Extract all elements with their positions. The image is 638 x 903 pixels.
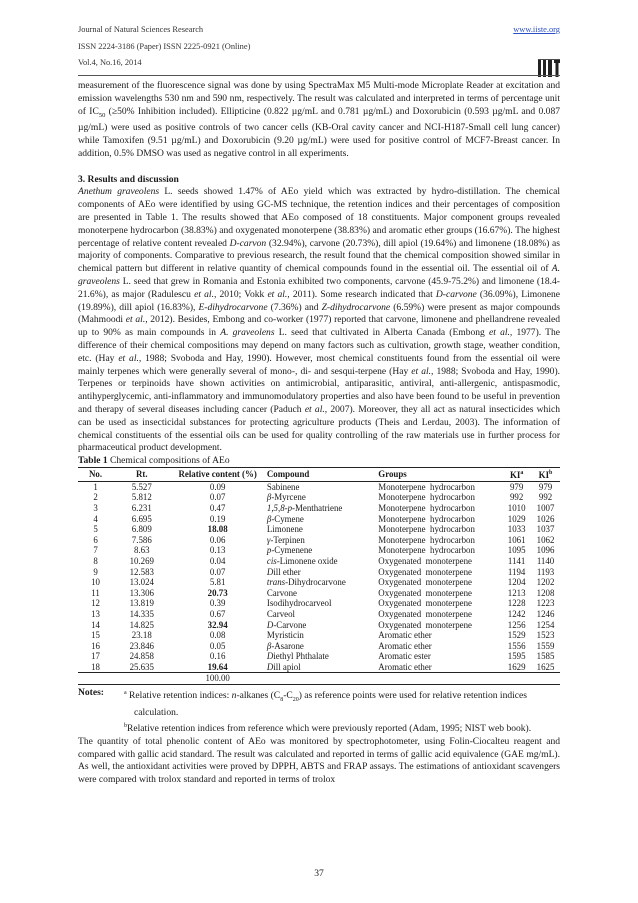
cell-compound: Isodihydrocarveol bbox=[266, 598, 332, 609]
table-row bbox=[78, 492, 560, 503]
note-b: $^b$Relative retention indices from reference which were previously reported (Adam, 1995; NIST web book). bbox=[124, 722, 532, 734]
cell-group: Oxygenated monoterpene bbox=[378, 619, 472, 630]
col-header-groups: Groups bbox=[376, 468, 502, 482]
cell-no: 2 bbox=[93, 492, 98, 503]
cell-rt: 13.819 bbox=[129, 598, 154, 609]
note-a: $^a$ Relative retention indices: n-alkanes $(C_8-C_{20})$ as reference points were used for relative retention indices calculation. bbox=[124, 690, 527, 718]
cell-compound: p-Cymenene bbox=[266, 545, 313, 556]
section-heading: 3. Results and discussion bbox=[78, 173, 179, 185]
cell-rt: 6.809 bbox=[131, 524, 152, 535]
cell-group: Oxygenated monoterpene bbox=[378, 587, 472, 598]
cell-group: Monoterpene hydrocarbon bbox=[378, 481, 475, 492]
col-header-relative-content: Relative content (%) bbox=[170, 468, 264, 482]
cell-ki-b: 1202 bbox=[536, 577, 555, 588]
col-header-ki-a: $KI^a$ bbox=[502, 468, 531, 482]
cell-compound: β-Cymene bbox=[266, 513, 304, 524]
header-rule bbox=[78, 75, 560, 76]
cell-ki-a: 1033 bbox=[507, 524, 526, 535]
cell-compound: Sabinene bbox=[266, 481, 300, 492]
cell-compound: D-Carvone bbox=[266, 619, 307, 630]
cell-no: 14 bbox=[91, 619, 100, 630]
cell-compound: β-Myrcene bbox=[266, 492, 306, 503]
cell-relative-content: 0.16 bbox=[209, 651, 226, 662]
cell-compound: Dill ether bbox=[266, 566, 301, 577]
cell-ki-a: 1256 bbox=[507, 619, 526, 630]
cell-relative-content: 5.81 bbox=[209, 577, 226, 588]
cell-rt: 23.18 bbox=[131, 630, 152, 641]
cell-ki-b: 1585 bbox=[536, 651, 555, 662]
paragraph-phenolic: The quantity of total phenolic content of AEo was monitored by spectrophotometer, using Folin-Ciocalteu reagent and compared with gallic acid standard. The result was calculated and reported in terms of gallic acid equivalence (GAE mg/mL). As well, the antioxidant activities were proved by DPPH, ABTS and FRAP assays. The estimations of antioxidant scavengers were compared with trolox standard and reported in terms of trolox bbox=[78, 735, 560, 786]
table-notes bbox=[78, 687, 560, 736]
cell-compound: γ-Terpinen bbox=[266, 534, 305, 545]
cell-compound: Dill apiol bbox=[265, 662, 376, 673]
cell-ki-a: 1228 bbox=[507, 598, 526, 609]
cell-ki-b: 992 bbox=[538, 492, 553, 503]
cell-compound: Carveol bbox=[266, 608, 295, 619]
table-total-row bbox=[78, 673, 560, 685]
cell-group: Oxygenated monoterpene bbox=[378, 598, 472, 609]
table-row bbox=[78, 630, 560, 641]
table-row bbox=[78, 481, 560, 492]
journal-name: Journal of Natural Sciences Research bbox=[78, 25, 204, 34]
cell-ki-a: 1095 bbox=[507, 545, 526, 556]
cell-compound: Myristicin bbox=[266, 630, 304, 641]
table-row bbox=[78, 577, 560, 588]
cell-compound: cis-Limonene oxide bbox=[266, 555, 338, 566]
cell-rt: 7.586 bbox=[131, 534, 152, 545]
cell-relative-content: 19.64 bbox=[170, 662, 264, 673]
cell-group: Aromatic ester bbox=[378, 651, 431, 662]
cell-ki-b: 1559 bbox=[536, 640, 555, 651]
cell-group: Oxygenated monoterpene bbox=[378, 608, 472, 619]
cell-relative-content: 0.06 bbox=[209, 534, 226, 545]
cell-ki-b: 1026 bbox=[536, 513, 555, 524]
cell-ki-a: 992 bbox=[509, 492, 524, 503]
cell-group: Oxygenated monoterpene bbox=[378, 566, 472, 577]
cell-group: Monoterpene hydrocarbon bbox=[378, 524, 475, 535]
cell-rt: 14.825 bbox=[129, 619, 154, 630]
cell-ki-a: 979 bbox=[509, 481, 524, 492]
cell-ki-a: 1556 bbox=[507, 640, 526, 651]
volume-line: Vol.4, No.16, 2014 bbox=[78, 58, 142, 67]
cell-ki-a: 1029 bbox=[507, 513, 526, 524]
notes-label: Notes: bbox=[78, 687, 104, 699]
cell-relative-content: 20.73 bbox=[207, 587, 228, 598]
table-header-row bbox=[78, 468, 560, 482]
cell-relative-content: 0.07 bbox=[209, 492, 226, 503]
table-row bbox=[78, 524, 560, 535]
table-row bbox=[78, 609, 560, 620]
page-number: 37 bbox=[314, 868, 324, 879]
cell-group: Oxygenated monoterpene bbox=[378, 555, 472, 566]
cell-rt: 8.63 bbox=[134, 545, 150, 556]
table-row bbox=[78, 567, 560, 578]
cell-ki-b: 1037 bbox=[536, 524, 555, 535]
cell-rt: 6.695 bbox=[131, 513, 152, 524]
cell-compound: trans-Dihydrocarvone bbox=[266, 577, 346, 588]
table-row bbox=[78, 514, 560, 525]
cell-no: 10 bbox=[91, 577, 100, 588]
cell-ki-b: 1007 bbox=[536, 502, 555, 513]
table-row bbox=[78, 545, 560, 556]
cell-group: Monoterpene hydrocarbon bbox=[378, 534, 475, 545]
paragraph-methods-end: measurement of the fluorescence signal was done by using SpectraMax M5 Multi-mode Microplate Reader at excitation and emission wavelengths 530 nm and 590 nm, respectively. The result was calculated and interpreted in terms of percentage unit of $IC_{50}$ (≥50% Inhibition included). Ellipticine (0.822 µg/mL and 0.781 µg/mL) and Doxorubicin (0.593 µg/mL and 0.087 µg/mL) were used as positive controls of two cancer cells (KB-Oral cavity cancer and NCI-H187-Small cell lung cancer) while Tamoxifen (9.51 µg/mL) and Doxorubicin (9.20 µg/mL) were used for positive control of MCF7-Breast cancer. In addition, 0.5% DMSO was used as negative control in all experiments. bbox=[78, 80, 561, 159]
cell-ki-a: 1141 bbox=[507, 555, 526, 566]
cell-ki-b: 1096 bbox=[536, 545, 555, 556]
running-header bbox=[78, 22, 560, 72]
paragraph-results: Anethum graveolens L. seeds showed 1.47% of AEo yield which was extracted by hydro-distillation. The chemical components of AEo were identified by using GC-MS technique, the retention indices and their percentages of composition are presented in Table 1. The results showed that AEo composed of 18 constituents. Major component groups revealed monoterpene hydrocarbon (38.83%) and oxygenated monoterpene (38.83%) and aromatic ether groups (16.67%). The highest percentage of relative content revealed D-carvon (32.94%), carvone (20.73%), dill apiol (19.64%) and limonene (18.08%) as majority of components. Comparative to previous research, the result found that the chemical composition showed similar in chemical pattern but different in relative quantity of chemical compounds found in the essential oil. The essential oil of A. graveolens L. seed that grew in Romania and Estonia exhibited two components, carvone (45.9-75.2%) and limonene (18.4-21.6%), as major (Radulescu et al., 2010; Vokk et al., 2011). Some research indicated that D-carvone (36.09%), Limonene (19.89%), dill apiol (16.83%), E-dihydrocarvone (7.36%) and Z-dihydrocarvone (6.59%) were present as major compounds (Mahmoodi et al., 2012). Besides, Embong and co-worker (1977) reported that carvone, limonene and phellandrene revealed up to 90% as main compounds in A. graveolens L. seed that cultivated in Alberta Canada (Embong et al., 1977). The difference of their chemical compositions may depend on many factors such as cultivation, growth stage, weather condition, etc. (Hay et al., 1988; Svoboda and Hay, 1990). However, most chemical constituents found from the essential oil were mainly terpenes which were generally several of mono-, di- and sesqui-terpene (Hay et al., 1988; Svoboda and Hay, 1990). Terpenes or terpinoids have shown activities on antimicrobial, antiparasitic, antiviral, anti-allergenic, antispasmodic, antihyperglycemic, anti-inflammatory and immunomodulatory properties and also have been found to be useful in prevention and therapy of several diseases including cancer (Paduch et al., 2007). Moreover, they all act as natural insecticides which can be used as insecticidal substances for protecting agriculture products (Theis and Lerdau, 2003). The information of chemical constituents of the essential oils can be used for quality controlling of the raw materials use in further process for pharmaceutical product development. bbox=[78, 186, 561, 454]
cell-ki-a: 1213 bbox=[507, 587, 526, 598]
cell-ki-a: 1010 bbox=[507, 502, 526, 513]
cell-ki-a: 1061 bbox=[507, 534, 526, 545]
cell-group: Aromatic ether bbox=[376, 662, 502, 673]
issn-line: ISSN 2224-3186 (Paper) ISSN 2225-0921 (Online) bbox=[78, 41, 251, 51]
cell-rt: 6.231 bbox=[131, 502, 152, 513]
cell-rt: 13.024 bbox=[129, 577, 154, 588]
cell-no: 7 bbox=[93, 545, 98, 556]
cell-no: 8 bbox=[93, 555, 98, 566]
cell-group: Monoterpene hydrocarbon bbox=[378, 513, 475, 524]
table-row bbox=[78, 651, 560, 662]
cell-rt: 24.858 bbox=[129, 651, 154, 662]
cell-ki-a: 1529 bbox=[507, 630, 526, 641]
cell-ki-a: 1204 bbox=[507, 577, 526, 588]
cell-rt: 25.635 bbox=[113, 662, 170, 673]
cell-compound: Diethyl Phthalate bbox=[266, 651, 329, 662]
cell-compound: 1,5,8-p-Menthatriene bbox=[266, 502, 343, 513]
cell-no: 4 bbox=[93, 513, 98, 524]
cell-no: 15 bbox=[91, 630, 100, 641]
table-caption: Table 1 Chemical compositions of AEo bbox=[78, 455, 230, 467]
table-row bbox=[78, 503, 560, 514]
cell-no: 18 bbox=[78, 662, 113, 673]
cell-ki-b: 1062 bbox=[536, 534, 555, 545]
cell-rt: 13.306 bbox=[129, 587, 154, 598]
cell-no: 12 bbox=[91, 598, 100, 609]
table-row bbox=[78, 556, 560, 567]
cell-ki-b: 1208 bbox=[536, 587, 555, 598]
cell-group: Monoterpene hydrocarbon bbox=[378, 502, 475, 513]
cell-compound: β-Asarone bbox=[266, 640, 304, 651]
cell-ki-b: 1523 bbox=[536, 630, 555, 641]
cell-ki-b: 1140 bbox=[536, 555, 555, 566]
cell-compound: Limonene bbox=[266, 524, 303, 535]
cell-relative-content: 18.08 bbox=[207, 524, 228, 535]
cell-total: 100.00 bbox=[170, 673, 264, 685]
cell-group: Aromatic ether bbox=[378, 630, 432, 641]
cell-relative-content: 0.08 bbox=[209, 630, 226, 641]
col-header-no: No. bbox=[78, 468, 113, 482]
table-row bbox=[78, 662, 560, 673]
cell-ki-b: 1625 bbox=[531, 662, 560, 673]
table-row bbox=[78, 588, 560, 599]
cell-group: Oxygenated monoterpene bbox=[378, 577, 472, 588]
body-content bbox=[78, 80, 560, 787]
cell-ki-b: 1193 bbox=[536, 566, 555, 577]
cell-relative-content: 0.07 bbox=[209, 566, 226, 577]
cell-rt: 10.269 bbox=[129, 555, 154, 566]
col-header-rt: Rt. bbox=[113, 468, 170, 482]
cell-ki-a: 1595 bbox=[507, 651, 526, 662]
cell-ki-a: 1242 bbox=[507, 608, 526, 619]
cell-no: 6 bbox=[93, 534, 98, 545]
cell-ki-b: 1254 bbox=[536, 619, 555, 630]
cell-relative-content: 0.09 bbox=[209, 481, 226, 492]
cell-ki-b: 1246 bbox=[536, 608, 555, 619]
col-header-compound: Compound bbox=[265, 468, 376, 482]
col-header-ki-b: $KI^b$ bbox=[531, 468, 560, 482]
cell-no: 5 bbox=[93, 524, 98, 535]
cell-ki-b: 1223 bbox=[536, 598, 555, 609]
cell-rt: 5.527 bbox=[131, 481, 152, 492]
table-row bbox=[78, 620, 560, 631]
cell-relative-content: 0.05 bbox=[209, 640, 226, 651]
table-row bbox=[78, 641, 560, 652]
cell-no: 11 bbox=[91, 587, 100, 598]
cell-relative-content: 32.94 bbox=[207, 619, 228, 630]
cell-relative-content: 0.39 bbox=[209, 598, 226, 609]
cell-relative-content: 0.67 bbox=[209, 608, 226, 619]
cell-no: 3 bbox=[93, 502, 98, 513]
cell-no: 9 bbox=[93, 566, 98, 577]
cell-ki-b: 979 bbox=[538, 481, 553, 492]
cell-no: 13 bbox=[91, 608, 100, 619]
cell-ki-a: 1194 bbox=[507, 566, 526, 577]
cell-group: Monoterpene hydrocarbon bbox=[378, 545, 475, 556]
cell-no: 1 bbox=[93, 481, 98, 492]
cell-relative-content: 0.04 bbox=[209, 555, 226, 566]
table-row bbox=[78, 535, 560, 546]
cell-rt: 14.335 bbox=[129, 608, 154, 619]
cell-rt: 5.812 bbox=[131, 492, 152, 503]
journal-url-link[interactable]: www.iiste.org bbox=[513, 25, 560, 34]
cell-group: Monoterpene hydrocarbon bbox=[378, 492, 475, 503]
cell-rt: 12.583 bbox=[129, 566, 154, 577]
cell-no: 17 bbox=[91, 651, 100, 662]
cell-relative-content: 0.19 bbox=[209, 513, 226, 524]
cell-relative-content: 0.13 bbox=[209, 545, 226, 556]
cell-rt: 23.846 bbox=[129, 640, 154, 651]
cell-ki-a: 1629 bbox=[502, 662, 531, 673]
cell-no: 16 bbox=[91, 640, 100, 651]
table-row bbox=[78, 598, 560, 609]
cell-relative-content: 0.47 bbox=[209, 502, 226, 513]
cell-compound: Carvone bbox=[266, 587, 297, 598]
cell-group: Aromatic ether bbox=[378, 640, 432, 651]
composition-table bbox=[78, 467, 560, 685]
